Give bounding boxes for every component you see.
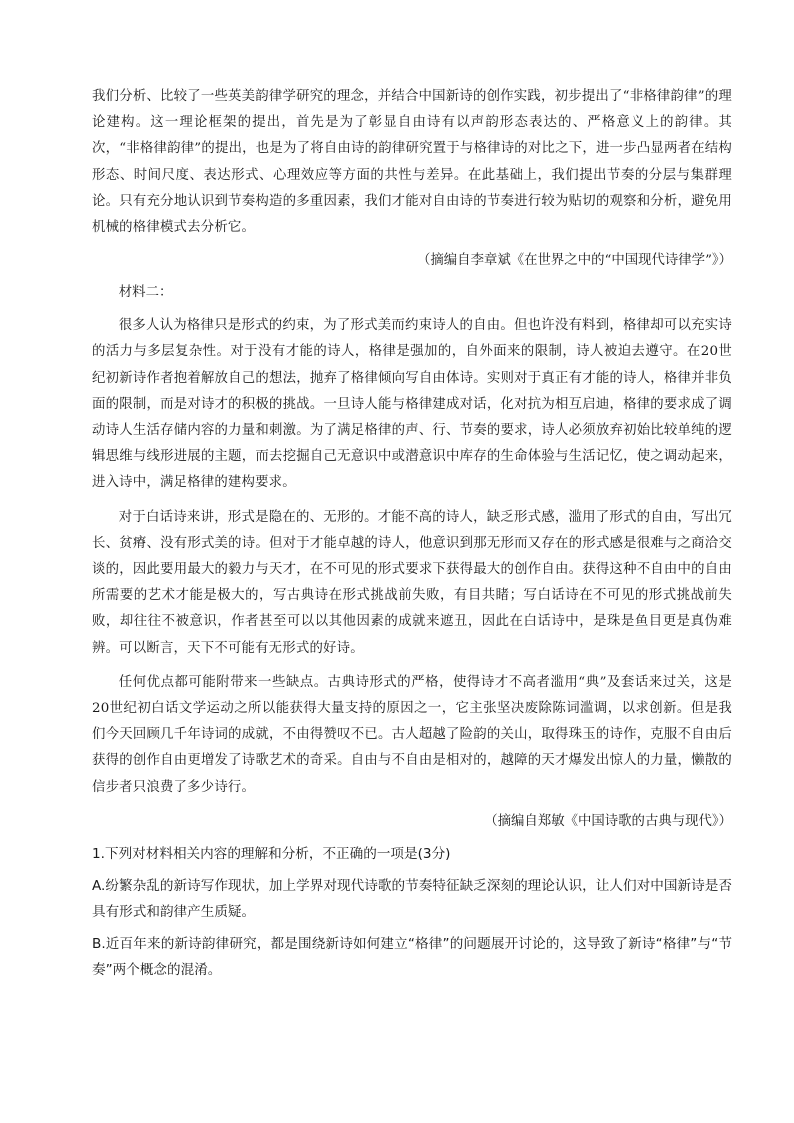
question-1-option-a: A.纷繁杂乱的新诗写作现状，加上学界对现代诗歌的节奏特征缺乏深刻的理论认识，让人们对中国新诗是否具有形式和韵律产生质疑。 bbox=[92, 877, 732, 920]
question-1-stem: 1.下列对材料相关内容的理解和分析，不正确的一项是(3分) bbox=[92, 845, 451, 862]
material-2-paragraph-1: 很多人认为格律只是形式的约束，为了形式美而约束诗人的自由。但也许没有料到，格律却可以充实诗的活力与多层复杂性。对于没有才能的诗人，格律是强加的，自外面来的限制，诗人被迫去遵守。在20世纪初新诗作者抱着解放自己的想法，抛弃了格律倾向写自由体诗。实则对于真正有才能的诗人，格律并非负面的限制，而是对诗才的积极的挑战。一旦诗人能与格律建成对话，化对抗为相互启迪，格律的要求成了调动诗人生活存储内容的力量和刺激。为了满足格律的声、行、节奏的要求，诗人必须放弃初始比较单纯的逻辑思维与线形进展的主题，而去挖掘自己无意识中或潜意识中库存的生命体验与生活记忆，使之调动起来，进入诗中，满足格律的建构要求。 bbox=[92, 318, 732, 491]
material-1-source: （摘编自李章斌《在世界之中的“中国现代诗律学”》） bbox=[417, 253, 732, 269]
document-page bbox=[92, 84, 732, 983]
material-1-paragraph: 我们分析、比较了一些英美韵律学研究的理念，并结合中国新诗的创作实践，初步提出了“非格律韵律”的理论建构。这一理论框架的提出，首先是为了彰显自由诗有以声韵形态表达的、严格意义上的韵律。其次，“非格律韵律”的提出，也是为了将自由诗的韵律研究置于与格律诗的对比之下，进一步凸显两者在结构形态、时间尺度、表达形式、心理效应等方面的共性与差异。在此基础上，我们提出节奏的分层与集群理论。只有充分地认识到节奏构造的多重因素，我们才能对自由诗的节奏进行较为贴切的观察和分析，避免用机械的格律模式去分析它。 bbox=[92, 89, 732, 236]
material-2-source: （摘编自郑敏《中国诗歌的古典与现代》） bbox=[484, 813, 732, 829]
material-2-label: 材料二： bbox=[118, 285, 173, 301]
material-2-paragraph-2: 对于白话诗来讲，形式是隐在的、无形的。才能不高的诗人，缺乏形式感，滥用了形式的自由，写出冗长、贫瘠、没有形式美的诗。但对于才能卓越的诗人，他意识到那无形而又存在的形式感是很难与之商洽交谈的，因此要用最大的毅力与天才，在不可见的形式要求下获得最大的创作自由。获得这种不自由中的自由所需要的艺术才能是极大的，写古典诗在形式挑战前失败，有目共睹；写白话诗在不可见的形式挑战前失败，却往往不被意识，作者甚至可以以其他因素的成就来遮丑，因此在白话诗中，是珠是鱼目更是真伪难辨。可以断言，天下不可能有无形式的好诗。 bbox=[92, 509, 732, 656]
question-1-option-b: B.近百年来的新诗韵律研究，都是围绕新诗如何建立“格律”的问题展开讨论的，这导致了新诗“格律”与“节奏”两个概念的混淆。 bbox=[92, 935, 732, 978]
material-2-paragraph-3: 任何优点都可能附带来一些缺点。古典诗形式的严格，使得诗才不高者滥用“典”及套话来过关，这是20世纪初白话文学运动之所以能获得大量支持的原因之一，它主张坚决废除陈词滥调，以求创新。但是我们今天回顾几千年诗词的成就，不由得赞叹不已。古人超越了险韵的关山，取得珠玉的诗作，克服不自由后获得的创作自由更增发了诗歌艺术的奇采。自由与不自由是相对的，越障的天才爆发出惊人的力量，懒散的信步者只浪费了多少诗行。 bbox=[92, 674, 732, 795]
